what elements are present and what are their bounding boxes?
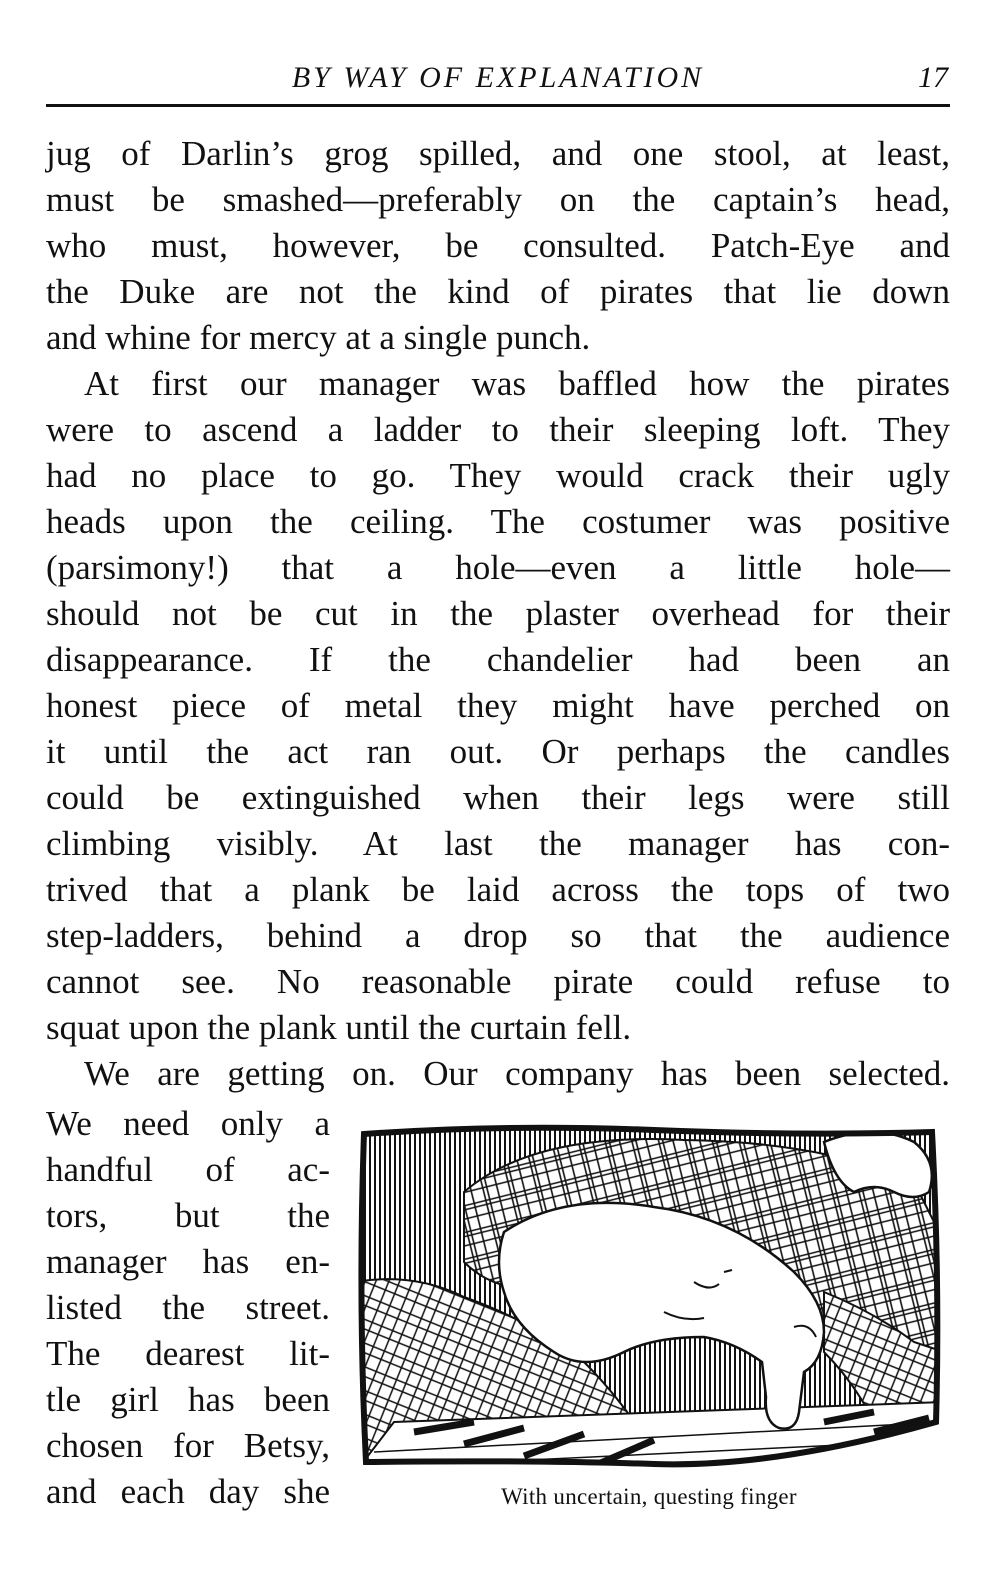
body-text (46, 131, 950, 1097)
text-line: climbing visibly. At last the manager has con- (46, 824, 950, 863)
text-line: (parsimony!) that a hole—even a little hole— (46, 548, 950, 587)
text-line: heads upon the ceiling. The costumer was positive (46, 502, 950, 541)
text-line: tle girl has been (46, 1380, 330, 1419)
page-header (46, 58, 950, 107)
text-line: disappearance. If the chandelier had been an (46, 640, 950, 679)
illustration-hand-on-piano (354, 1122, 944, 1474)
text-line: and whine for mercy at a single punch. (46, 318, 591, 357)
text-line: should not be cut in the plaster overhead for their (46, 594, 950, 633)
illustration-content (354, 1122, 944, 1474)
page-number: 17 (918, 61, 948, 94)
text-line: must be smashed—preferably on the captain’s head, (46, 180, 950, 219)
text-line: the Duke are not the kind of pirates that lie down (46, 272, 950, 311)
text-line: chosen for Betsy, (46, 1426, 330, 1465)
text-line: handful of ac- (46, 1150, 330, 1189)
text-line: had no place to go. They would crack their ugly (46, 456, 950, 495)
text-line: We are getting on. Our company has been selected. (84, 1054, 950, 1093)
running-head: BY WAY OF EXPLANATION (291, 61, 705, 94)
text-line: manager has en- (46, 1242, 330, 1281)
text-line: honest piece of metal they might have perched on (46, 686, 950, 725)
text-line: The dearest lit- (46, 1334, 330, 1373)
wrapped-text-column (46, 1101, 330, 1515)
figure-caption: With uncertain, questing finger (501, 1484, 797, 1509)
text-line: cannot see. No reasonable pirate could refuse to (46, 962, 950, 1001)
text-line: were to ascend a ladder to their sleeping loft. They (46, 410, 950, 449)
text-line: tors, but the (46, 1196, 330, 1235)
text-line: jug of Darlin’s grog spilled, and one stool, at least, (46, 134, 950, 173)
text-line: listed the street. (46, 1288, 330, 1327)
text-line: and each day she (46, 1472, 330, 1511)
text-line: squat upon the plank until the curtain fell. (46, 1008, 632, 1047)
text-line: who must, however, be consulted. Patch-Eye and (46, 226, 950, 265)
text-line: trived that a plank be laid across the tops of two (46, 870, 950, 909)
text-line: We need only a (46, 1104, 330, 1143)
text-line: At first our manager was baffled how the pirates (84, 364, 950, 403)
text-line: it until the act ran out. Or perhaps the candles (46, 732, 950, 771)
text-line: step-ladders, behind a drop so that the audience (46, 916, 950, 955)
text-line: could be extinguished when their legs were still (46, 778, 950, 817)
